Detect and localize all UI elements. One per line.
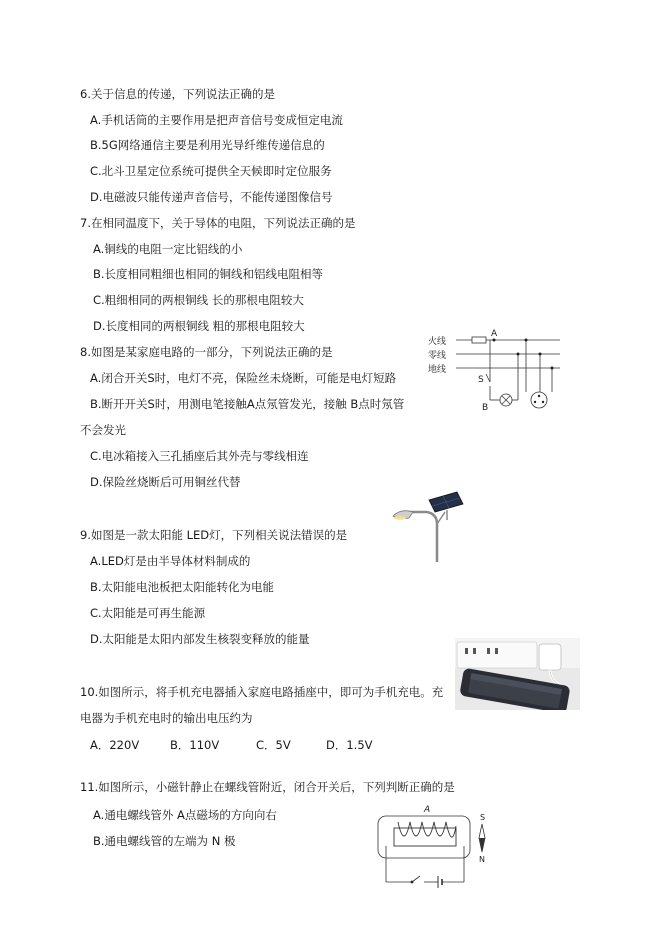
- q9-option-d: D.太阳能是太阳内部发生核裂变释放的能量: [90, 632, 310, 646]
- q10-option-d: D．1.5V: [326, 738, 373, 752]
- switch-icon: [486, 374, 490, 382]
- solenoid-core-icon: [394, 828, 456, 846]
- switch-label: S: [478, 375, 484, 385]
- three-pin-socket-icon: [531, 392, 547, 408]
- q7-option-a: A.铜线的电阻一定比铝线的小: [93, 242, 243, 256]
- point-a-label: A: [491, 329, 498, 339]
- phone-charging-photo: [455, 638, 580, 710]
- q10-option-a: A．220V: [90, 738, 140, 752]
- q10-option-b: B．110V: [170, 738, 220, 752]
- charger-icon: [539, 644, 561, 670]
- live-wire-label: 火线: [428, 337, 447, 347]
- q9-stem: 9.如图是一款太阳能 LED灯，下列相关说法错误的是: [80, 528, 348, 542]
- solenoid-circuit-figure: [372, 800, 497, 892]
- q9-option-b: B.太阳能电池板把太阳能转化为电能: [90, 580, 275, 594]
- q11-stem: 11.如图所示，小磁针静止在螺线管附近，闭合开关后，下列判断正确的是: [80, 780, 455, 794]
- q10-option-c: C．5V: [256, 738, 291, 752]
- q7-option-b: B.长度相同粗细也相同的铜线和铝线电阻相等: [93, 267, 324, 281]
- q10-stem-line1: 10.如图所示，将手机充电器插入家庭电路插座中，即可为手机充电。充: [80, 685, 444, 699]
- q6-option-a: A.手机话筒的主要作用是把声音信号变成恒定电流: [90, 113, 343, 127]
- q7-stem: 7.在相同温度下，关于导体的电阻，下列说法正确的是: [80, 216, 356, 230]
- q8-option-b: B.断开开关S时，用测电笔接触A点氖管发光，接触 B点时氖管: [90, 397, 405, 411]
- q11-option-b: B.通电螺线管的左端为 N 极: [93, 834, 236, 848]
- power-strip-icon: [457, 642, 537, 668]
- q8-option-a: A.闭合开关S时，电灯不亮，保险丝未烧断，可能是电灯短路: [90, 371, 397, 385]
- q9-option-a: A.LED灯是由半导体材料制成的: [90, 554, 251, 568]
- neutral-wire-label: 零线: [428, 351, 447, 361]
- q7-option-c: C.粗细相同的两根铜线 长的那根电阻较大: [93, 293, 304, 307]
- q10-options: [90, 737, 373, 753]
- q6-option-b: B.5G网络通信主要是利用光导纤维传递信息的: [90, 138, 325, 152]
- q10-stem-line2: 电器为手机充电时的输出电压约为: [80, 711, 253, 725]
- compass-north-label: N: [479, 855, 485, 864]
- point-a-label: A: [424, 805, 431, 815]
- fuse-icon: [472, 337, 486, 343]
- solar-led-lamp-figure: [385, 490, 470, 565]
- q9-option-c: C.太阳能是可再生能源: [90, 606, 206, 620]
- q7-option-d: D.长度相同的两根铜线 粗的那根电阻较大: [93, 319, 305, 333]
- household-circuit-figure: [428, 326, 568, 414]
- q8-option-c: C.电冰箱接入三孔插座后其外壳与零线相连: [90, 449, 309, 463]
- q6-stem: 6.关于信息的传递，下列说法正确的是: [80, 87, 275, 101]
- q6-option-c: C.北斗卫星定位系统可提供全天候即时定位服务: [90, 164, 332, 178]
- compass-south-label: S: [480, 813, 486, 822]
- point-b-label: B: [482, 403, 489, 413]
- q6-option-d: D.电磁波只能传递声音信号，不能传递图像信号: [90, 190, 333, 204]
- q11-option-a: A.通电螺线管外 A点磁场的方向向右: [93, 808, 277, 822]
- q8-option-d: D.保险丝烧断后可用铜丝代替: [90, 475, 241, 489]
- switch-icon: [412, 876, 420, 882]
- q8-option-b-cont: 不会发光: [80, 423, 126, 437]
- ground-wire-label: 地线: [428, 365, 447, 375]
- q8-stem: 8.如图是某家庭电路的一部分，下列说法正确的是: [80, 345, 333, 359]
